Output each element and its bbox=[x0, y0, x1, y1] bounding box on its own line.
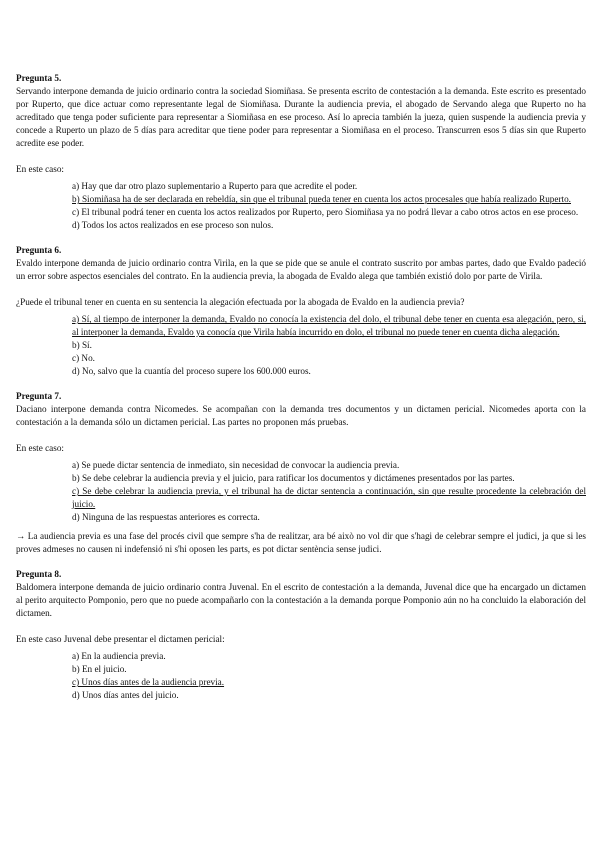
question-text: Servando interpone demanda de juicio ordinario contra la sociedad Siomiñasa. Se presenta escrito de contestación a la demanda. Este escrito es presentado por Ruperto, que dice actuar como representante legal de Siomiñasa. Durante la audiencia previa, el abogado de Servando alega que Ruperto no ha acreditado que tenga poder suficiente para representar a Siomiñasa en ese proceso. Así lo aprecia también la jueza, quien suspende la audiencia previa y concede a Ruperto un plazo de 5 días para acreditar que tiene poder para representar a Siomiñasa en el proceso. Transcurren esos 5 días sin que Ruperto acredite ese poder. bbox=[16, 86, 586, 148]
question-title: Pregunta 8. bbox=[16, 569, 62, 579]
question-text: Daciano interpone demanda contra Nicomedes. Se acompañan con la demanda tres documentos y un dictamen pericial. Nicomedes aporta con la contestación a la demanda sólo un dictamen pericial. Las partes no proponen más pruebas. bbox=[16, 404, 586, 427]
question-8 bbox=[16, 568, 586, 702]
answer-option-d: d) No, salvo que la cuantía del proceso supere los 600.000 euros. bbox=[72, 366, 311, 376]
question-5 bbox=[16, 72, 586, 232]
answer-options bbox=[16, 459, 586, 524]
question-lead: En este caso: bbox=[16, 164, 64, 174]
answer-option-b: b) En el juicio. bbox=[72, 664, 127, 674]
question-title: Pregunta 7. bbox=[16, 391, 62, 401]
question-text: Baldomera interpone demanda de juicio ordinario contra Juvenal. En el escrito de contestación a la demanda, Juvenal dice que ha encargado un dictamen al perito arquitecto Pomponio, pero que no puede acompañarlo con la contestación a la demanda porque Pomponio aún no ha concluido la elaboración del dictamen. bbox=[16, 582, 586, 618]
answer-option-a: a) Se puede dictar sentencia de inmediato, sin necesidad de convocar la audiencia previa. bbox=[72, 460, 400, 470]
answer-option-a: a) Hay que dar otro plazo suplementario a Ruperto para que acredite el poder. bbox=[72, 181, 358, 191]
question-title: Pregunta 5. bbox=[16, 73, 62, 83]
question-lead: En este caso: bbox=[16, 443, 64, 453]
question-text: Evaldo interpone demanda de juicio ordinario contra Virila, en la que se pide que se anule el contrato suscrito por ambas partes, dado que Evaldo padeció un error sobre aspectos esenciales del contrato. En la audiencia previa, la abogada de Evaldo alega que también existió dolo por parte de Virila. bbox=[16, 258, 586, 281]
question-6 bbox=[16, 244, 586, 378]
answer-options bbox=[16, 180, 586, 232]
answer-option-b-correct: b) Siomiñasa ha de ser declarada en rebeldía, sin que el tribunal pueda tener en cuenta los actos procesales que había realizado Ruperto. bbox=[72, 194, 571, 204]
question-lead: ¿Puede el tribunal tener en cuenta en su sentencia la alegación efectuada por la abogada de Evaldo en la audiencia previa? bbox=[16, 297, 465, 307]
answer-option-d: d) Ninguna de las respuestas anteriores es correcta. bbox=[72, 512, 260, 522]
answer-option-c-correct: c) Se debe celebrar la audiencia previa, y el tribunal ha de dictar sentencia a continuación, sin que resulte procedente la celebración del juicio. bbox=[72, 486, 586, 509]
answer-option-d: d) Todos los actos realizados en ese proceso son nulos. bbox=[72, 220, 274, 230]
question-title: Pregunta 6. bbox=[16, 245, 62, 255]
answer-option-a: a) En la audiencia previa. bbox=[72, 651, 166, 661]
answer-options bbox=[16, 313, 586, 378]
question-lead: En este caso Juvenal debe presentar el dictamen pericial: bbox=[16, 634, 225, 644]
answer-option-b: b) Sí. bbox=[72, 340, 92, 350]
explanation-note: → La audiencia previa es una fase del procés civil que sempre s'ha de realitzar, ara bé això no vol dir que s'hagi de celebrar sempre el judici, ja que si les proves admeses no causen ni indefensió ni s'hi oposen les parts, es pot dictar sentència sense judici. bbox=[16, 531, 586, 554]
answer-option-c: c) No. bbox=[72, 353, 95, 363]
answer-option-b: b) Se debe celebrar la audiencia previa y el juicio, para ratificar los documentos y dictámenes presentados por las partes. bbox=[72, 473, 515, 483]
answer-option-c-correct: c) Unos días antes de la audiencia previa. bbox=[72, 677, 225, 687]
answer-option-c: c) El tribunal podrá tener en cuenta los actos realizados por Ruperto, pero Siomiñasa ya no podrá llevar a cabo otros actos en ese proceso. bbox=[72, 207, 579, 217]
answer-option-a-correct: a) Sí, al tiempo de interponer la demanda, Evaldo no conocía la existencia del dolo, el tribunal debe tener en cuenta esa alegación, pero, si, al interponer la demanda, Evaldo ya conocía que Virila había incurrido en dolo, el tribunal no puede tener en cuenta dicha alegación. bbox=[72, 314, 586, 337]
answer-options bbox=[16, 650, 586, 702]
question-7 bbox=[16, 390, 586, 556]
answer-option-d: d) Unos días antes del juicio. bbox=[72, 690, 179, 700]
